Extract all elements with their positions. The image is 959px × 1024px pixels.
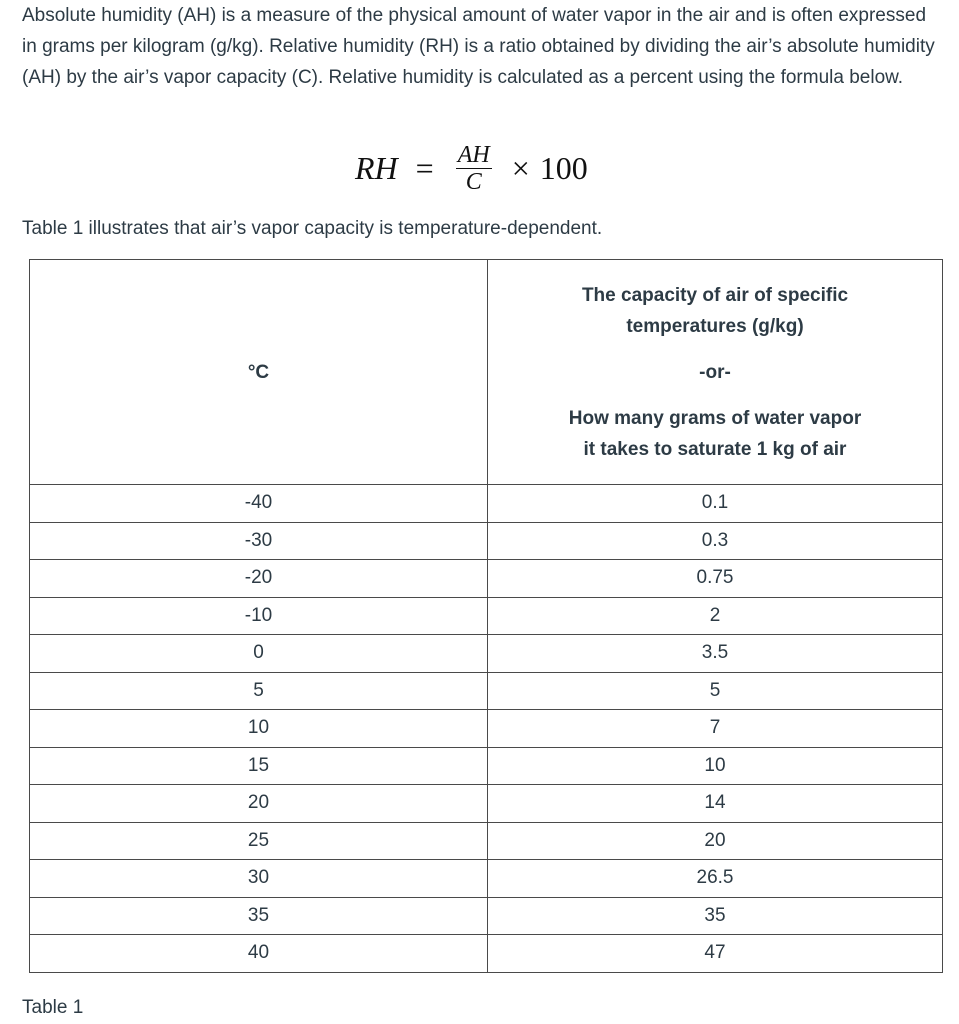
table-row [30, 635, 943, 673]
formula-factor: 100 [539, 149, 588, 186]
formula-numerator: AH [457, 141, 490, 168]
table-row [30, 747, 943, 785]
header-temperature: °C [30, 260, 488, 485]
capacity-cell: 2 [488, 597, 943, 635]
temperature-cell: 0 [30, 635, 488, 673]
relative-humidity-formula [355, 138, 588, 198]
header-capacity-description: How many grams of water vapor it takes to saturate 1 kg of air [568, 407, 862, 460]
temperature-cell: 5 [30, 672, 488, 710]
temperature-cell: 25 [30, 822, 488, 860]
capacity-cell: 14 [488, 785, 943, 823]
temperature-cell: -30 [30, 522, 488, 560]
formula-lhs: RH [355, 149, 398, 186]
temperature-cell: 15 [30, 747, 488, 785]
table-caption: Table 1 [22, 997, 84, 1018]
table-row [30, 597, 943, 635]
table-body [30, 485, 943, 973]
temperature-cell: 35 [30, 897, 488, 935]
temperature-cell: -20 [30, 560, 488, 598]
formula-equals: = [415, 149, 434, 186]
capacity-cell: 10 [488, 747, 943, 785]
table-row [30, 822, 943, 860]
table-row [30, 860, 943, 898]
capacity-cell: 35 [488, 897, 943, 935]
capacity-cell: 7 [488, 710, 943, 748]
intro-paragraph: Absolute humidity (AH) is a measure of the physical amount of water vapor in the air and is often expressed in grams per kilogram (g/kg). Relative humidity (RH) is a ratio obtained by dividing the air’s absolute humidity (AH) by the air’s vapor capacity (C). Relative humidity is calculated as a percent using the formula below. [22, 5, 935, 88]
temperature-cell: -10 [30, 597, 488, 635]
formula-times: × [511, 149, 530, 186]
table-row [30, 710, 943, 748]
table-row [30, 897, 943, 935]
table-header-row [30, 260, 943, 485]
table-row [30, 485, 943, 523]
table-row [30, 522, 943, 560]
table-row [30, 560, 943, 598]
formula-denominator: C [465, 168, 482, 195]
temperature-cell: -40 [30, 485, 488, 523]
table-row [30, 672, 943, 710]
capacity-cell: 0.3 [488, 522, 943, 560]
temperature-cell: 20 [30, 785, 488, 823]
capacity-cell: 0.1 [488, 485, 943, 523]
capacity-cell: 26.5 [488, 860, 943, 898]
temperature-cell: 40 [30, 935, 488, 973]
header-capacity-title: The capacity of air of specific temperatures (g/kg) [581, 284, 849, 337]
capacity-cell: 20 [488, 822, 943, 860]
header-or: -or- [699, 361, 731, 383]
temperature-cell: 30 [30, 860, 488, 898]
capacity-cell: 0.75 [488, 560, 943, 598]
vapor-capacity-table [29, 259, 943, 973]
capacity-cell: 5 [488, 672, 943, 710]
temperature-cell: 10 [30, 710, 488, 748]
table-row [30, 785, 943, 823]
capacity-cell: 3.5 [488, 635, 943, 673]
table-row [30, 935, 943, 973]
capacity-cell: 47 [488, 935, 943, 973]
header-capacity [488, 260, 943, 485]
table-intro: Table 1 illustrates that air’s vapor capacity is temperature-dependent. [22, 218, 603, 239]
formula-fraction [456, 143, 492, 194]
